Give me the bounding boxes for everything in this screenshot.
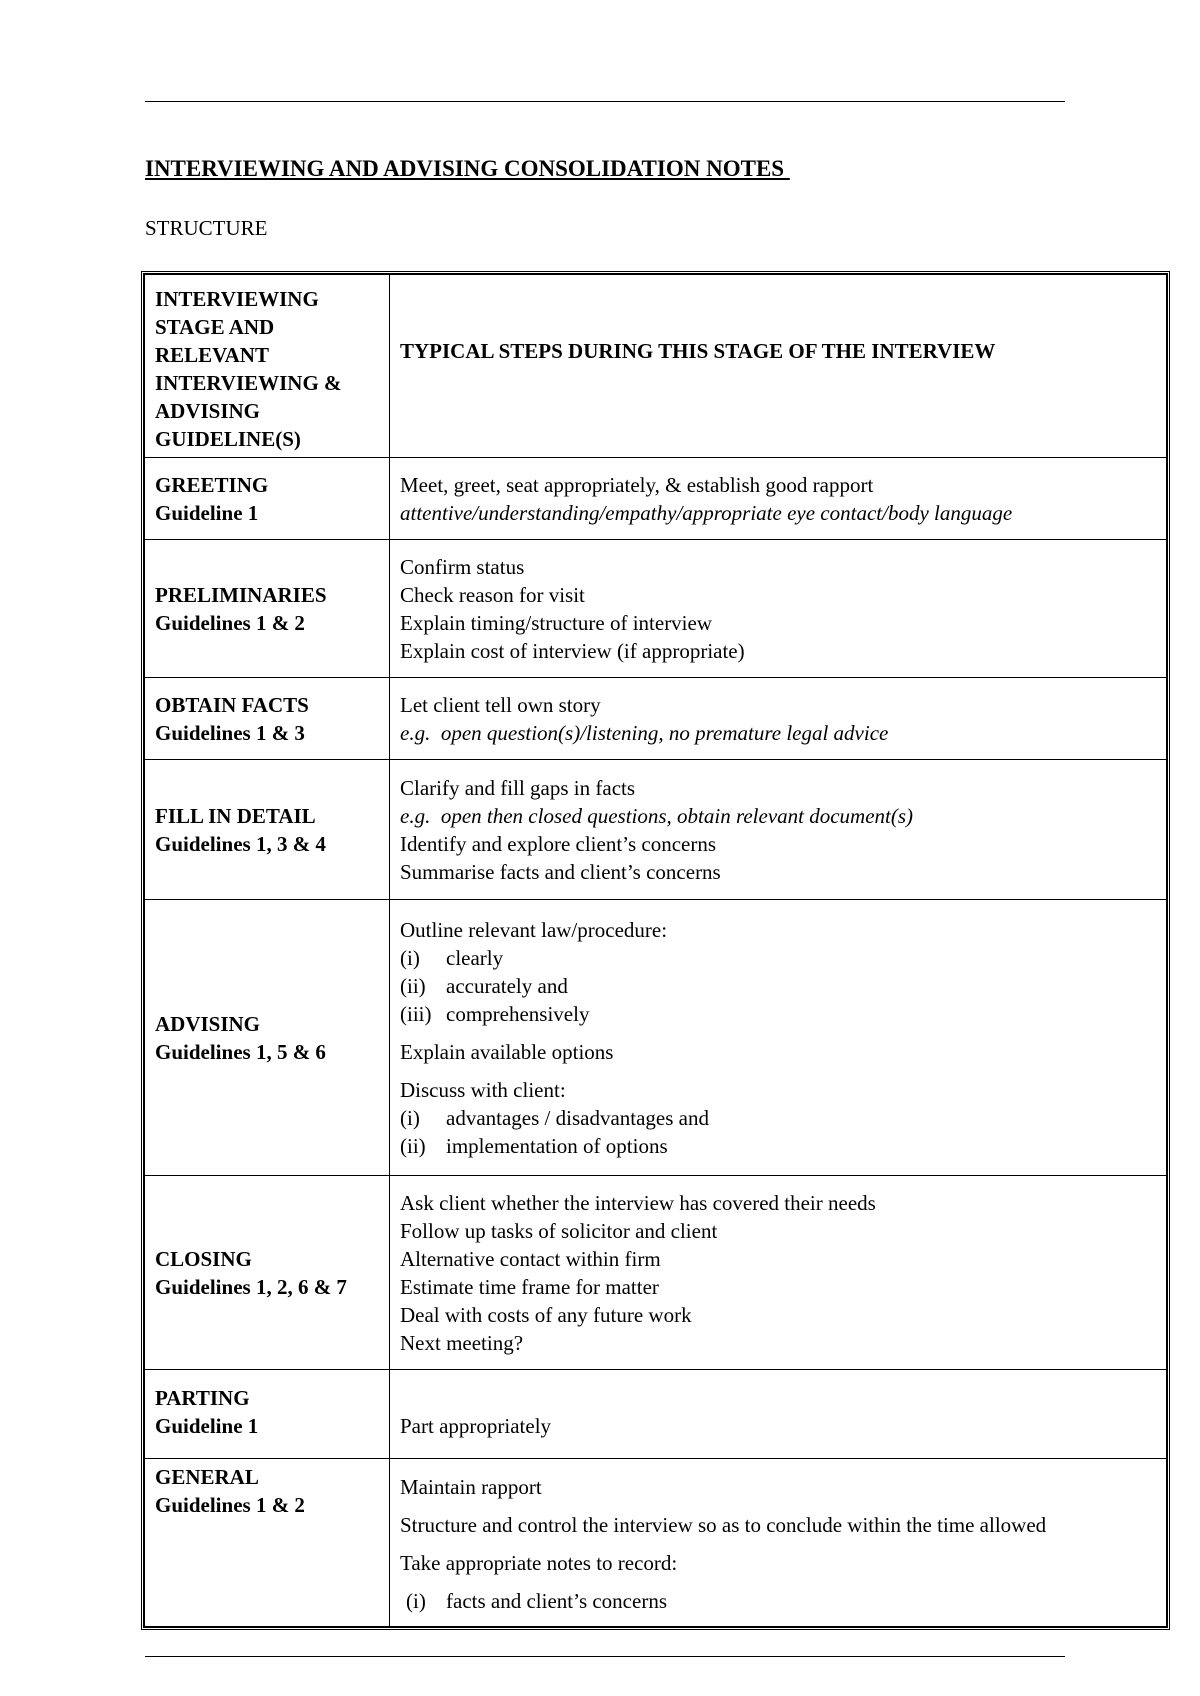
steps-cell: [390, 1459, 1167, 1627]
table-row: [145, 540, 1167, 678]
step-line: Clarify and fill gaps in facts: [400, 775, 636, 800]
steps-cell: [390, 678, 1167, 760]
stage-name: OBTAIN FACTS: [155, 692, 309, 717]
steps-cell: [390, 458, 1167, 540]
step-line: Confirm status: [400, 554, 525, 579]
step-line: Explain available options: [400, 1039, 614, 1064]
stage-cell: [145, 1370, 390, 1459]
list-text: facts and client’s concerns: [446, 1589, 667, 1613]
guideline-ref: Guidelines 1 & 2: [155, 1493, 305, 1517]
stage-name: PRELIMINARIES: [155, 582, 327, 607]
steps-cell: [390, 1370, 1167, 1459]
step-line: Outline relevant law/procedure:: [400, 917, 668, 942]
list-number: (i): [400, 1105, 420, 1130]
table-row: [145, 1176, 1167, 1370]
stage-cell: [145, 760, 390, 900]
list-text: accurately and: [446, 973, 568, 998]
example-line: [400, 802, 1156, 830]
table-row: [145, 1459, 1167, 1627]
stage-cell: [145, 540, 390, 678]
steps-cell: [390, 1176, 1167, 1370]
guideline-ref: Guidelines 1, 5 & 6: [155, 1039, 326, 1064]
header-stage-line: RELEVANT: [155, 343, 269, 367]
guideline-ref: Guideline 1: [155, 500, 259, 525]
step-line: attentive/understanding/empathy/appropriate eye contact/body language: [400, 500, 1013, 525]
header-rule: [145, 101, 1065, 102]
step-line: Meet, greet, seat appropriately, & establish good rapport: [400, 472, 874, 497]
list-number: (ii): [400, 973, 426, 998]
step-line: Deal with costs of any future work: [400, 1302, 692, 1327]
footer-rule: [145, 1656, 1065, 1657]
header-steps-label: TYPICAL STEPS DURING THIS STAGE OF THE INTERVIEW: [400, 339, 996, 363]
step-line: Check reason for visit: [400, 582, 585, 607]
step-line: Follow up tasks of solicitor and client: [400, 1218, 718, 1243]
header-stage-line: ADVISING: [155, 399, 261, 423]
header-stage-line: INTERVIEWING: [155, 287, 319, 311]
table-row: [145, 458, 1167, 540]
list-number: (i): [406, 1589, 426, 1613]
step-line: Alternative contact within firm: [400, 1246, 661, 1271]
guideline-ref: Guidelines 1, 3 & 4: [155, 831, 326, 856]
table-row: [145, 1370, 1167, 1459]
step-line: Structure and control the interview so as to conclude within the time allowed: [400, 1513, 1047, 1537]
stage-cell: [145, 1176, 390, 1370]
step-line: Estimate time frame for matter: [400, 1274, 659, 1299]
header-stage-cell: [145, 275, 390, 458]
stage-cell: [145, 900, 390, 1176]
structure-table: [141, 271, 1170, 1630]
list-text: advantages / disadvantages and: [446, 1105, 709, 1130]
stage-name: FILL IN DETAIL: [155, 803, 316, 828]
step-line: Ask client whether the interview has covered their needs: [400, 1190, 876, 1215]
header-stage-line: STAGE AND: [155, 315, 275, 339]
list-text: clearly: [446, 945, 504, 970]
step-line: Let client tell own story: [400, 692, 601, 717]
table-row: [145, 678, 1167, 760]
stage-name: GENERAL: [155, 1465, 259, 1489]
step-line: Identify and explore client’s concerns: [400, 831, 717, 856]
list-item: [400, 944, 1156, 972]
document-title: INTERVIEWING AND ADVISING CONSOLIDATION NOTES: [145, 156, 790, 181]
list-text: comprehensively: [446, 1001, 590, 1026]
guideline-ref: Guidelines 1 & 2: [155, 610, 305, 635]
table-row: [145, 760, 1167, 900]
list-number: (ii): [400, 1133, 426, 1158]
stage-cell: [145, 458, 390, 540]
step-line: Explain cost of interview (if appropriate): [400, 638, 745, 663]
example-text: open then closed questions, obtain relevant document(s): [440, 803, 914, 828]
section-heading: STRUCTURE: [145, 216, 268, 240]
example-text: open question(s)/listening, no premature legal advice: [440, 720, 889, 745]
guideline-ref: Guideline 1: [155, 1414, 259, 1438]
list-text: implementation of options: [446, 1133, 668, 1158]
list-item: [400, 1104, 1156, 1132]
step-line: Take appropriate notes to record:: [400, 1551, 678, 1575]
steps-cell: [390, 900, 1167, 1176]
header-stage-line: INTERVIEWING &: [155, 371, 342, 395]
table-row: [145, 900, 1167, 1176]
step-line: Next meeting?: [400, 1330, 524, 1355]
stage-name: ADVISING: [155, 1011, 261, 1036]
stage-name: PARTING: [155, 1386, 250, 1410]
guideline-ref: Guidelines 1 & 3: [155, 720, 305, 745]
stage-name: GREETING: [155, 472, 269, 497]
step-line: Summarise facts and client’s concerns: [400, 859, 721, 884]
steps-cell: [390, 540, 1167, 678]
step-line: Discuss with client:: [400, 1077, 566, 1102]
step-line: Part appropriately: [400, 1414, 552, 1438]
guideline-ref: Guidelines 1, 2, 6 & 7: [155, 1274, 347, 1299]
stage-cell: [145, 678, 390, 760]
list-number: (i): [400, 945, 420, 970]
header-stage-line: GUIDELINE(S): [155, 427, 301, 451]
example-line: [400, 719, 1156, 747]
step-line: Maintain rapport: [400, 1475, 542, 1499]
stage-name: CLOSING: [155, 1246, 252, 1271]
stage-cell: [145, 1459, 390, 1627]
list-number: (iii): [400, 1001, 432, 1026]
step-line: Explain timing/structure of interview: [400, 610, 713, 635]
list-item: [400, 972, 1156, 1000]
example-prefix: e.g.: [400, 803, 431, 828]
header-steps-cell: [390, 275, 1167, 458]
list-item: [400, 1587, 1156, 1615]
steps-cell: [390, 760, 1167, 900]
list-item: [400, 1132, 1156, 1160]
list-item: [400, 1000, 1156, 1028]
example-prefix: e.g.: [400, 720, 431, 745]
table-header-row: [145, 275, 1167, 458]
